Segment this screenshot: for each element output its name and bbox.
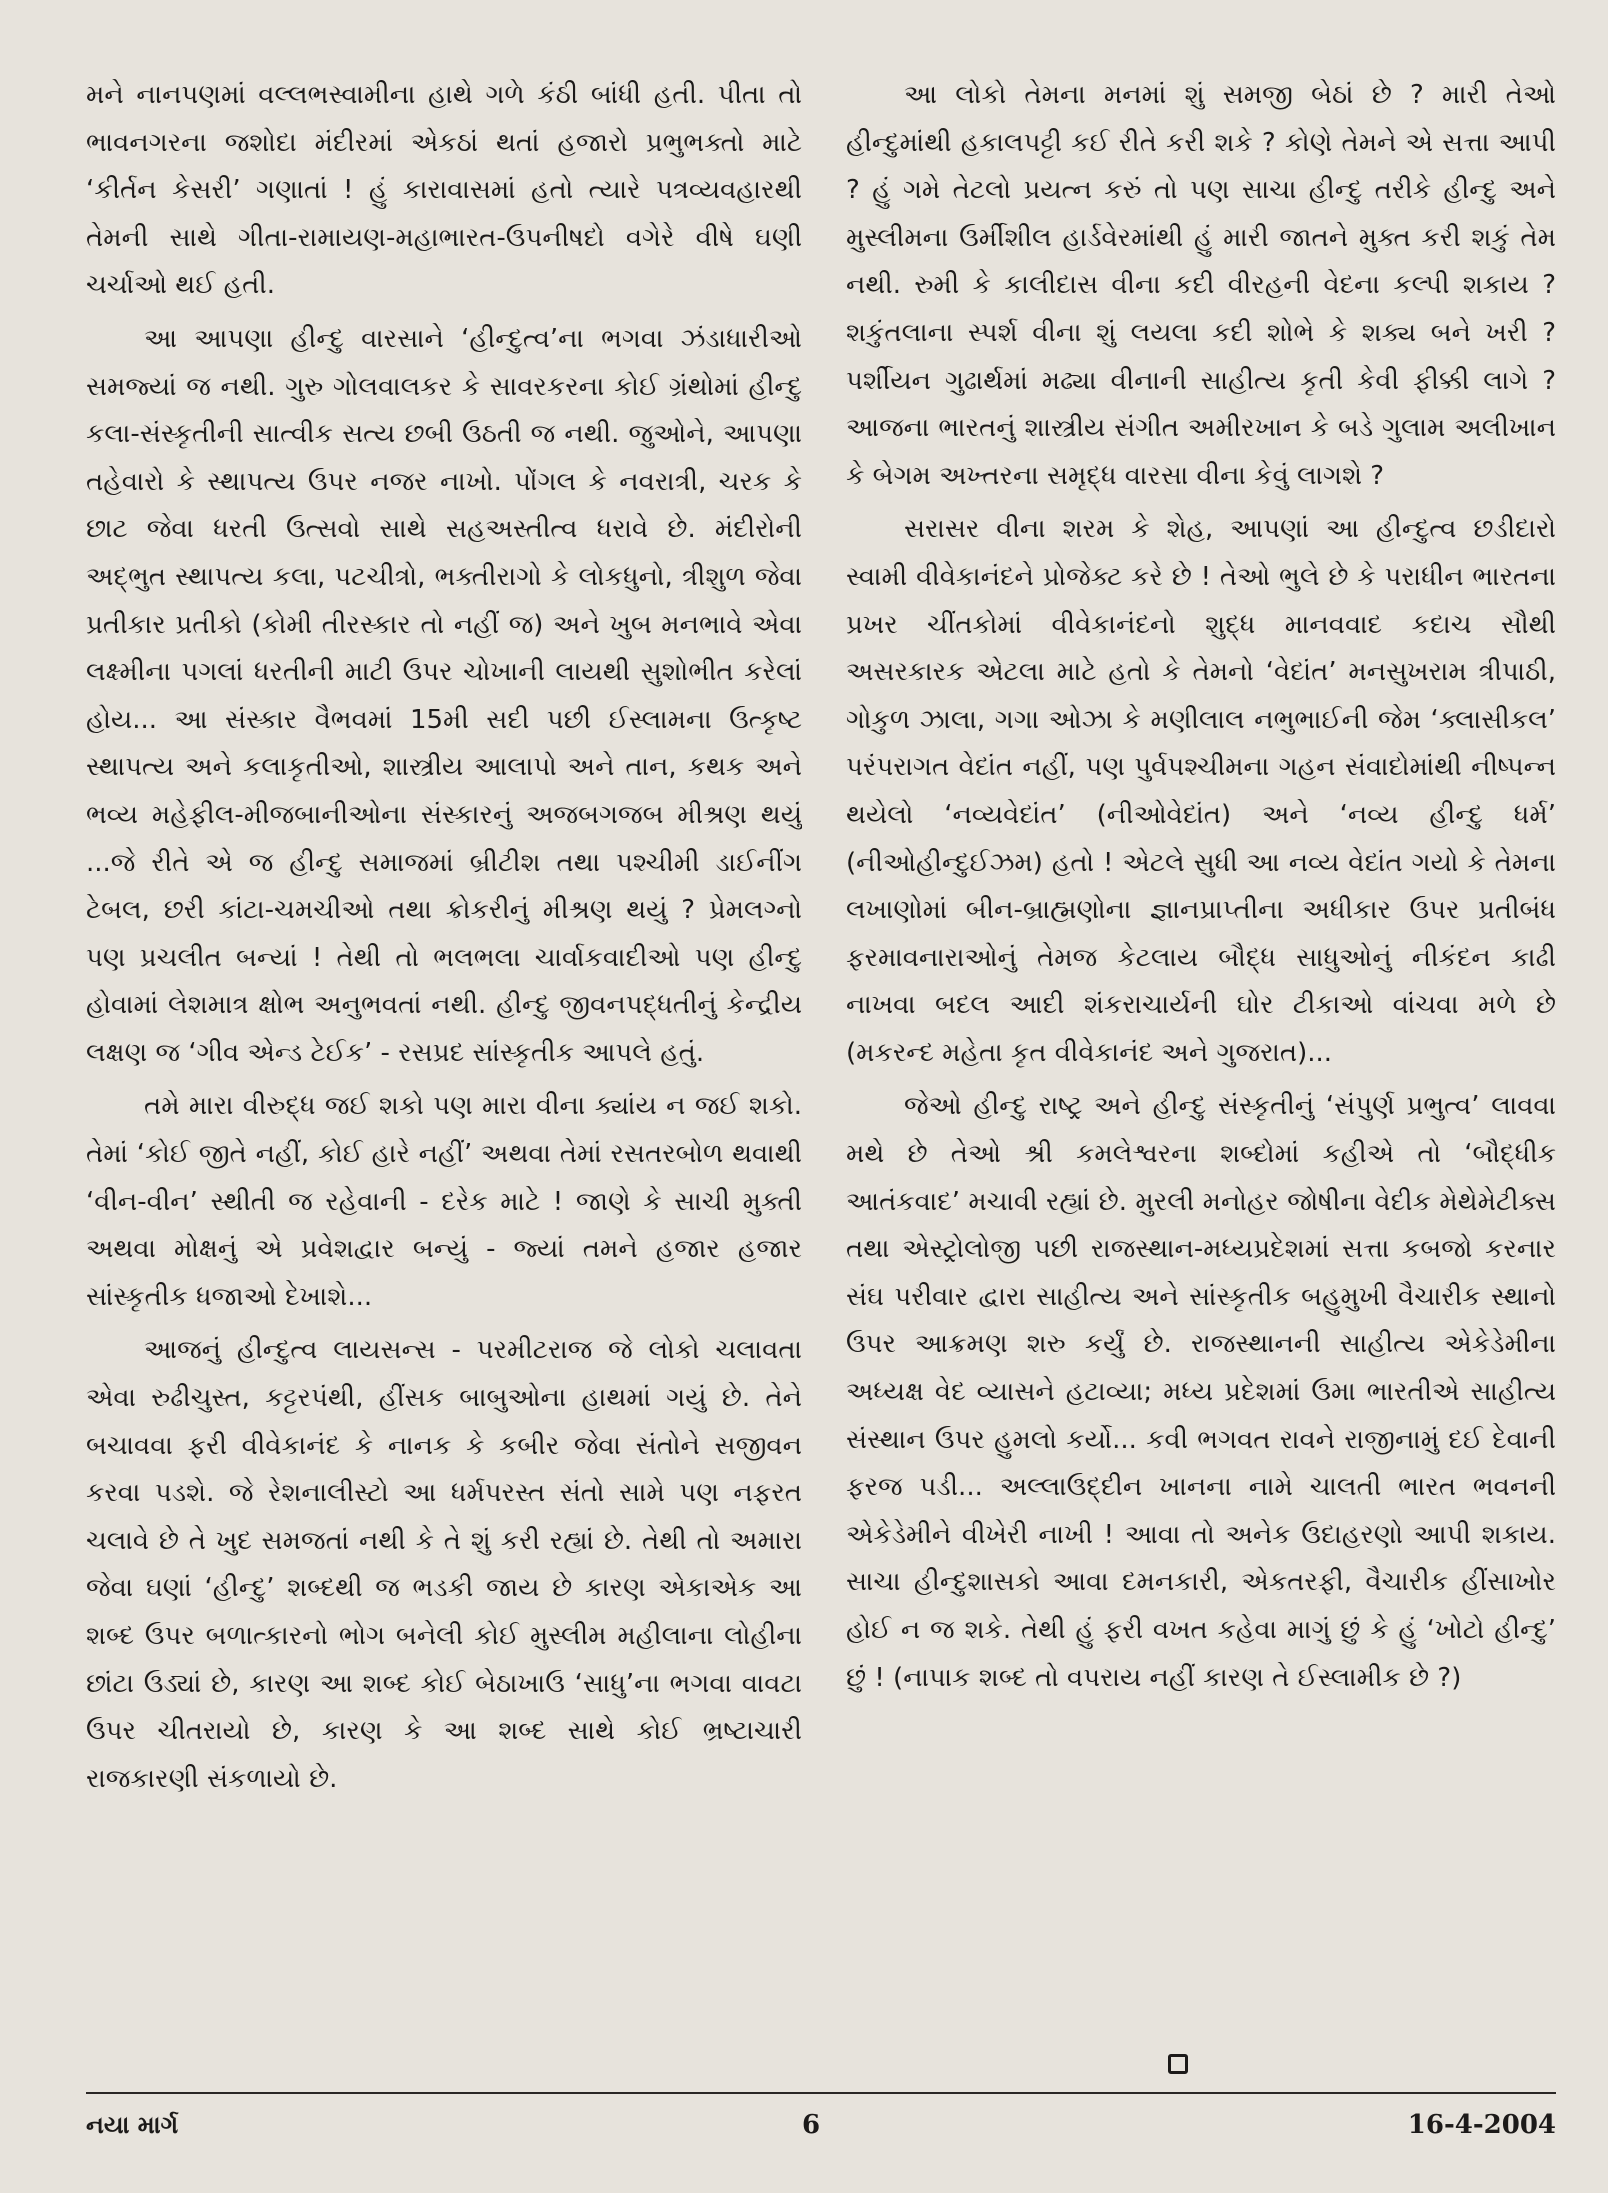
issue-date: 16-4-2004 — [1407, 2110, 1556, 2140]
publication-name: નયા માર્ગ — [86, 2111, 179, 2139]
left-column — [86, 72, 802, 2078]
paragraph: આજનું હીન્દુત્વ લાયસન્સ - પરમીટરાજ જે લોકો ચલાવતા એવા રુઢીચુસ્ત, કટ્ટરપંથી, હીંસક બાબુઓના હાથમાં ગયું છે. તેને બચાવવા ફરી વીવેકાનંદ કે નાનક કે કબીર જેવા સંતોને સજીવન કરવા પડશે. જે રેશનાલીસ્ટો આ ધર્મપરસ્ત સંતો સામે પણ નફરત ચલાવે છે તે ખુદ સમજતાં નથી કે તે શું કરી રહ્યાં છે. તેથી તો અમારા જેવા ઘણાં ‘હીન્દુ’ શબ્દથી જ ભડકી જાય છે કારણ એકાએક આ શબ્દ ઉપર બળાત્કારનો ભોગ બનેલી કોઈ મુસ્લીમ મહીલાના લોહીના છાંટા ઉડ્યાં છે, કારણ આ શબ્દ કોઈ બેઠાખાઉ ‘સાધુ’ના ભગવા વાવટા ઉપર ચીતરાયો છે, કારણ કે આ શબ્દ સાથે કોઈ ભ્રષ્ટાચારી રાજકારણી સંકળાયો છે. — [86, 1335, 802, 1794]
paragraph: આ લોકો તેમના મનમાં શું સમજી બેઠાં છે ? મારી તેઓ હીન્દુમાંથી હકાલપટ્ટી કઈ રીતે કરી શકે ? કોણે તેમને એ સત્તા આપી ? હું ગમે તેટલો પ્રયત્ન કરું તો પણ સાચા હીન્દુ તરીકે હીન્દુ અને મુસ્લીમના ઉર્મીશીલ હાર્ડવેરમાંથી હું મારી જાતને મુક્ત કરી શકું તેમ નથી. રુમી કે કાલીદાસ વીના કદી વીરહની વેદના કલ્પી શકાય ? શકુંતલાના સ્પર્શ વીના શું લયલા કદી શોભે કે શક્ય બને ખરી ? પર્શીયન ગુઢાર્થમાં મઢ્યા વીનાની સાહીત્ય કૃતી કેવી ફીક્કી લાગે ? આજના ભારતનું શાસ્ત્રીય સંગીત અમીરખાન કે બડે ગુલામ અલીખાન કે બેગમ અખ્તરના સમૃદ્ધ વારસા વીના કેવું લાગશે ? — [846, 80, 1556, 491]
right-column — [846, 72, 1556, 2078]
paragraph: મને નાનપણમાં વલ્લભસ્વામીના હાથે ગળે કંઠી બાંધી હતી. પીતા તો ભાવનગરના જશોદા મંદીરમાં એકઠાં થતાં હજારો પ્રભુભક્તો માટે ‘કીર્તન કેસરી’ ગણાતાં ! હું કારાવાસમાં હતો ત્યારે પત્રવ્યવહારથી તેમની સાથે ગીતા-રામાયણ-મહાભારત-ઉપનીષદો વગેરે વીષે ઘણી ચર્ચાઓ થઈ હતી. — [86, 80, 802, 301]
paragraph: સરાસર વીના શરમ કે શેહ, આપણાં આ હીન્દુત્વ છડીદારો સ્વામી વીવેકાનંદને પ્રોજેક્ટ કરે છે ! તેઓ ભુલે છે કે પરાધીન ભારતના પ્રખર ચીંતકોમાં વીવેકાનંદનો શુદ્ધ માનવવાદ કદાચ સૌથી અસરકારક એટલા માટે હતો કે તેમનો ‘વેદાંત’ મનસુખરામ ત્રીપાઠી, ગોકુળ ઝાલા, ગગા ઓઝા કે મણીલાલ નભુભાઈની જેમ ‘ક્લાસીકલ’ પરંપરાગત વેદાંત નહીં, પણ પુર્વપશ્ચીમના ગહન સંવાદોમાંથી નીષ્પન્ન થયેલો ‘નવ્યવેદાંત’ (નીઓવેદાંત) અને ‘નવ્ય હીન્દુ ધર્મ’ (નીઓહીન્દુઈઝમ) હતો ! એટલે સુધી આ નવ્ય વેદાંત ગયો કે તેમના લખાણોમાં બીન-બ્રાહ્મણોના જ્ઞાનપ્રાપ્તીના અધીકાર ઉપર પ્રતીબંધ ફરમાવનારાઓનું તેમજ કેટલાય બૌદ્ધ સાધુઓનું નીકંદન કાઢી નાખવા બદલ આદી શંકરાચાર્યની ઘોર ટીકાઓ વાંચવા મળે છે (મકરન્દ મહેતા કૃત વીવેકાનંદ અને ગુજરાત)... — [846, 514, 1556, 1068]
paragraph: આ આપણા હીન્દુ વારસાને ‘હીન્દુત્વ’ના ભગવા ઝંડાધારીઓ સમજ્યાં જ નથી. ગુરુ ગોલવાલકર કે સાવરકરના કોઈ ગ્રંથોમાં હીન્દુ કલા-સંસ્કૃતીની સાત્વીક સત્ય છબી ઉઠતી જ નથી. જુઓને, આપણા તહેવારો કે સ્થાપત્ય ઉપર નજર નાખો. પોંગલ કે નવરાત્રી, ચરક કે છાટ જેવા ધરતી ઉત્સવો સાથે સહઅસ્તીત્વ ધરાવે છે. મંદીરોની અદ્‌ભુત સ્થાપત્ય કલા, પટચીત્રો, ભક્તીરાગો કે લોકધુનો, ત્રીશુળ જેવા પ્રતીકાર પ્રતીકો (કોમી તીરસ્કાર તો નહીં જ) અને ખુબ મનભાવે એવા લક્ષ્મીના પગલાં ધરતીની માટી ઉપર ચોખાની લાયથી સુશોભીત કરેલાં હોય... આ સંસ્કાર વૈભવમાં 15મી સદી પછી ઈસ્લામના ઉત્કૃષ્ટ સ્થાપત્ય અને કલાકૃતીઓ, શાસ્ત્રીય આલાપો અને તાન, કથક અને ભવ્ય મહેફીલ-મીજબાનીઓના સંસ્કારનું અજબગજબ મીશ્રણ થયું ...જે રીતે એ જ હીન્દુ સમાજમાં બ્રીટીશ તથા પશ્ચીમી ડાઈનીંગ ટેબલ, છરી કાંટા-ચમચીઓ તથા ક્રોકરીનું મીશ્રણ થયું ? પ્રેમલગ્નો પણ પ્રચલીત બન્યાં ! તેથી તો ભલભલા ચાર્વાકવાદીઓ પણ હીન્દુ હોવામાં લેશમાત્ર ક્ષોભ અનુભવતાં નથી. હીન્દુ જીવનપદ્ધતીનું કેન્દ્રીય લક્ષણ જ ‘ગીવ એન્ડ ટેઈક’ - રસપ્રદ સાંસ્કૃતીક આપલે હતું. — [86, 323, 802, 1068]
footer-divider — [86, 2092, 1556, 2094]
paragraph: તમે મારા વીરુદ્ધ જઈ શકો પણ મારા વીના ક્યાંય ન જઈ શકો. તેમાં ‘કોઈ જીતે નહીં, કોઈ હારે નહીં’ અથવા તેમાં રસતરબોળ થવાથી ‘વીન-વીન’ સ્થીતી જ રહેવાની - દરેક માટે ! જાણે કે સાચી મુક્તી અથવા મોક્ષનું એ પ્રવેશદ્વાર બન્યું - જ્યાં તમને હજાર હજાર સાંસ્કૃતીક ધજાઓ દેખાશે... — [86, 1091, 802, 1312]
square-end-mark-icon — [1168, 2054, 1188, 2074]
page-number: 6 — [801, 2110, 821, 2140]
paragraph: જેઓ હીન્દુ રાષ્ટ્ર અને હીન્દુ સંસ્કૃતીનું ‘સંપુર્ણ પ્રભુત્વ’ લાવવા મથે છે તેઓ શ્રી કમલેશ્વરના શબ્દોમાં કહીએ તો ‘બૌદ્ધીક આતંકવાદ’ મચાવી રહ્યાં છે. મુરલી મનોહર જોષીના વેદીક મેથેમેટીક્સ તથા એસ્ટ્રોલોજી પછી રાજસ્થાન-મધ્યપ્રદેશમાં સત્તા કબજો કરનાર સંઘ પરીવાર દ્વારા સાહીત્ય અને સાંસ્કૃતીક બહુમુખી વૈચારીક સ્થાનો ઉપર આક્રમણ શરુ કર્યું છે. રાજસ્થાનની સાહીત્ય એકેડેમીના અધ્યક્ષ વેદ વ્યાસને હટાવ્યા; મધ્ય પ્રદેશમાં ઉમા ભારતીએ સાહીત્ય સંસ્થાન ઉપર હુમલો કર્યો... કવી ભગવત રાવને રાજીનામું દઈ દેવાની ફરજ પડી... અલ્લાઉદ્દીન ખાનના નામે ચાલતી ભારત ભવનની એકેડેમીને વીખેરી નાખી ! આવા તો અનેક ઉદાહરણો આપી શકાય. સાચા હીન્દુશાસકો આવા દમનકારી, એકતરફી, વૈચારીક હીંસાખોર હોઈ ન જ શકે. તેથી હું ફરી વખત કહેવા માગું છું કે હું ‘ખોટો હીન્દુ’ છું ! (નાપાક શબ્દ તો વપરાય નહીં કારણ તે ઈસ્લામીક છે ?) — [846, 1091, 1556, 1693]
